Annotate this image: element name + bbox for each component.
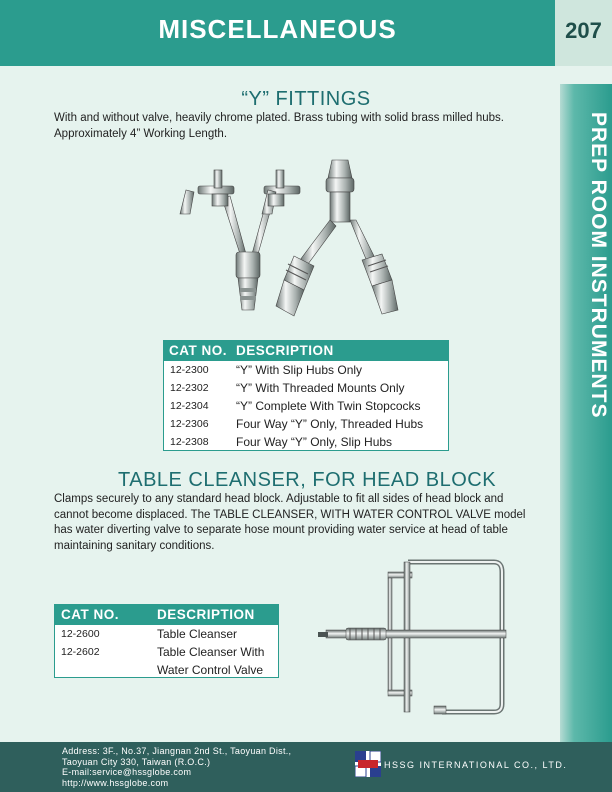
table-row: [164, 433, 448, 451]
description-cell: “Y” With Slip Hubs Only: [236, 363, 363, 377]
y-fittings-catalog-table: [163, 340, 449, 451]
table-cleanser-catalog-table: [54, 604, 279, 678]
table-cleanser-desc-line: has water diverting valve to separate hose mount providing water service at head of table: [54, 524, 508, 536]
table-row: [164, 379, 448, 397]
table-cleanser-desc-line: Clamps securely to any standard head block. Adjustable to fit all sides of head block and: [54, 493, 504, 505]
description-cell: Four Way “Y” Only, Threaded Hubs: [236, 417, 424, 431]
header-description: DESCRIPTION: [157, 607, 255, 622]
table-cleanser-illustration: [316, 556, 516, 722]
table-cleanser-desc-line: cannot become displaced. The TABLE CLEANSER, WITH WATER CONTROL VALVE model: [54, 508, 526, 521]
section-title-table-cleanser: TABLE CLEANSER, FOR HEAD BLOCK: [118, 469, 497, 491]
description-cell: Table Cleanser: [157, 627, 238, 641]
table-row: [164, 361, 448, 379]
footer-website: http://www.hssglobe.com: [62, 777, 169, 788]
footer-contact: [62, 746, 291, 788]
description-cell: Four Way “Y” Only, Slip Hubs: [236, 435, 393, 449]
description-cell: Water Control Valve: [157, 663, 264, 677]
footer-address-line: Taoyuan City 330, Taiwan (R.O.C.): [62, 756, 211, 767]
y-fittings-title-text: “Y” FITTINGS: [241, 88, 371, 110]
table-row: [164, 397, 448, 415]
cat-no-cell: 12-2600: [61, 628, 100, 640]
header-cat-no: CAT NO.: [61, 607, 119, 622]
table-row: [164, 415, 448, 433]
table-row-continuation: [55, 661, 278, 679]
table-row: [55, 625, 278, 643]
y-fittings-description: [54, 111, 554, 142]
y-fitting-threaded: [276, 160, 398, 316]
cat-no-cell: 12-2302: [170, 382, 209, 394]
cat-no-cell: 12-2308: [170, 436, 209, 448]
header-cat-no: CAT NO.: [169, 343, 227, 358]
y-fittings-desc-line: With and without valve, heavily chrome plated. Brass tubing with solid brass milled hubs.: [54, 112, 504, 124]
table-cleanser-desc-line: maintaining sanitary conditions.: [54, 539, 215, 552]
y-fittings-illustration: [172, 156, 412, 328]
table-header-row: [55, 605, 278, 625]
page-number: 207: [565, 18, 602, 43]
description-cell: “Y” With Threaded Mounts Only: [236, 381, 405, 395]
cat-no-cell: 12-2602: [61, 646, 100, 658]
footer-email: E-mail:service@hssglobe.com: [62, 767, 192, 777]
cat-no-cell: 12-2306: [170, 418, 209, 430]
description-cell: Table Cleanser With: [157, 645, 265, 659]
table-row: [55, 643, 278, 661]
y-fittings-desc-line: Approximately 4” Working Length.: [54, 127, 228, 140]
footer-address-line: Address: 3F., No.37, Jiangnan 2nd St., Taoyuan Dist.,: [62, 746, 292, 756]
footer-company-name: HSSG INTERNATIONAL CO., LTD.: [384, 760, 568, 770]
side-category-label: PREP ROOM INSTRUMENTS: [587, 112, 610, 419]
cat-no-cell: 12-2304: [170, 400, 209, 412]
section-title-y-fittings: [0, 88, 612, 111]
company-logo-icon: [355, 751, 381, 777]
header-description: DESCRIPTION: [236, 343, 334, 358]
table-cleanser-description: [54, 492, 558, 554]
page-title: MISCELLANEOUS: [158, 14, 397, 44]
description-cell: “Y” Complete With Twin Stopcocks: [236, 399, 421, 413]
cat-no-cell: 12-2300: [170, 364, 209, 376]
table-header-row: [164, 341, 448, 361]
